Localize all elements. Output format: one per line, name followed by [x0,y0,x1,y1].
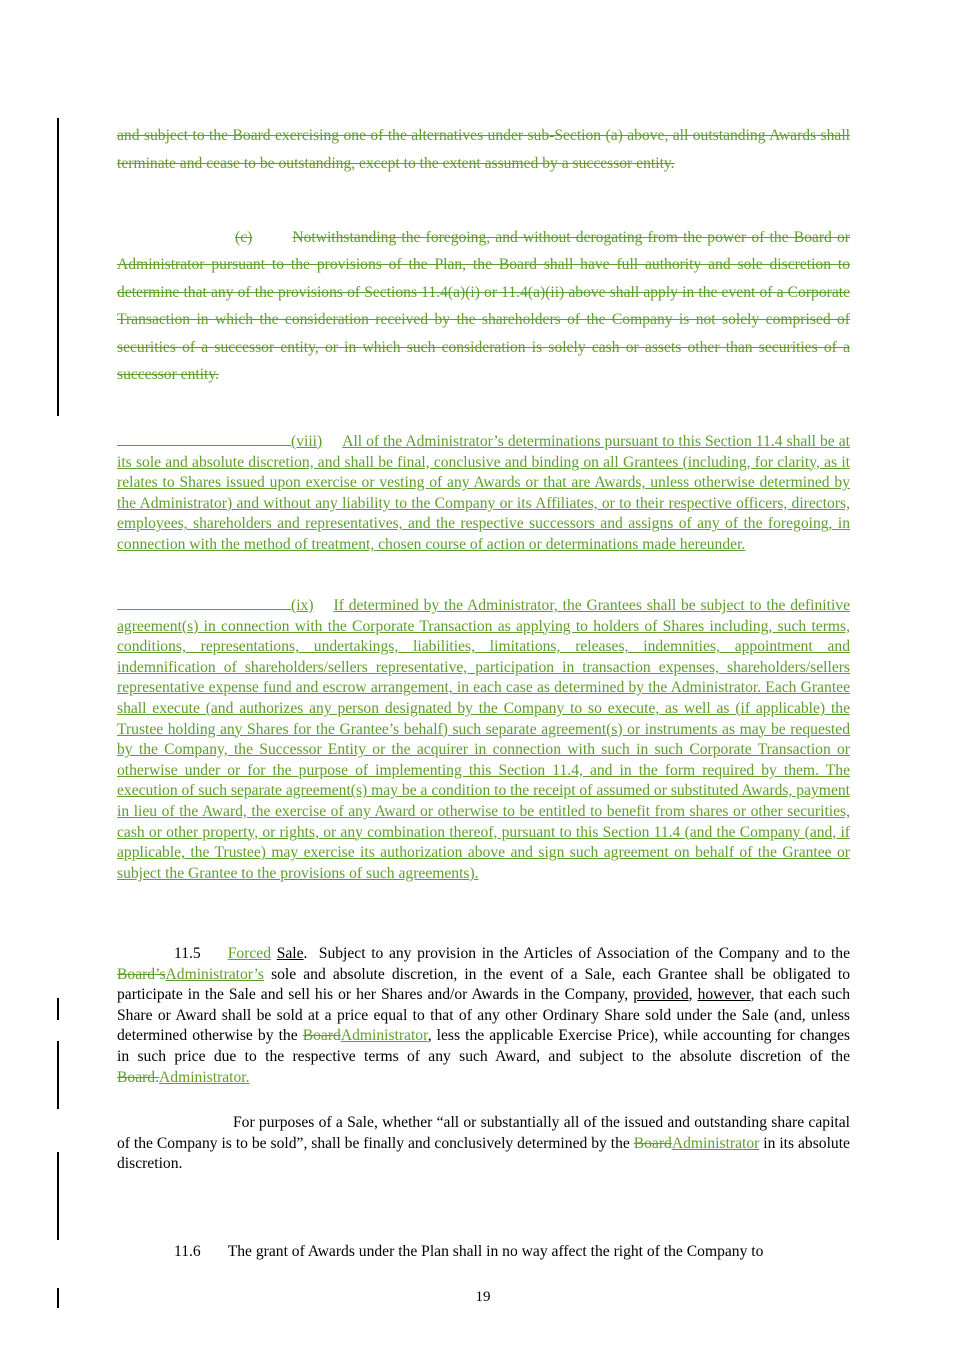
section-heading: Sale [276,945,304,962]
paragraph-deleted-c [117,224,850,388]
paragraph-deleted-tail [117,122,850,178]
change-bar [57,1152,59,1240]
inserted-text: Administrator’s [165,965,264,983]
inserted-text: Administrator [340,1027,428,1045]
deleted-text: Board. [117,1068,160,1086]
deleted-text [117,229,850,383]
inserted-text [117,597,850,882]
change-bar [57,1041,59,1109]
paragraph-label: (viii) [291,433,323,450]
inserted-text: Administrator [671,1134,760,1152]
section-number: 11.5 [174,945,201,962]
deleted-text: Board [633,1134,672,1152]
section-11-5: 11.5 Forced Sale. Subject to any provision in the Articles of Association of the Company and to the Board’sAdministrator’s sole and absolute discretion, in the event of a Sale, each Grantee shall be obligated to participate in the Sale and sell his or her Shares and/or Awards in the Company, provided, however, that each such Share or Award shall be sold at a price equal to that of any other Ordinary Share sold under the Sale (and, unless determined otherwise by the BoardAdministrator, less the applicable Exercise Price), while accounting for changes in such price due to the respective terms of any such Award, and subject to the absolute discretion of the Board.Administrator. [117,945,851,1086]
deleted-text: Board’s [117,965,166,983]
deleted-text: Board [302,1027,341,1045]
paragraph-label: (c) [235,229,253,246]
section-number: 11.6 [174,1243,201,1260]
inserted-text: Forced [227,945,272,962]
change-bar [57,118,59,416]
page-number: 19 [475,1289,491,1305]
deleted-text: and subject to the Board exercising one of the alternatives under sub-Section (a) above, all outstanding Awards shall terminate and cease to be outstanding, except to the extent assumed by a successor entity. [117,127,850,172]
paragraph-label: (ix) [291,597,314,614]
paragraph-sale-purposes: For purposes of a Sale, whether “all or substantially all of the issued and outstanding share capital of the Company is to be sold”, shall be finally and conclusively determined by the BoardAdministrator in its absolute discretion. [117,1114,850,1173]
paragraph-text: Notwithstanding the foregoing, and without derogating from the power of the Board or Administrator pursuant to the provisions of the Plan, the Board shall have full authority and sole discretion to determine that any of the provisions of Sections 11.4(a)(i) or 11.4(a)(ii) above shall apply in the event of a Corporate Transaction in which the consideration received by the shareholders of the Company is not solely comprised of securities of a successor entity, or in which such consideration is solely cash or assets other than securities of a successor entity. [117,229,850,384]
paragraph-text: If determined by the Administrator, the Grantees shall be subject to the definitive agreement(s) in connection with the Corporate Transaction as applying to holders of Shares including, such terms, conditions, representations, undertakings, liabilities, limitations, releases, indemnities, appointment and indemnification of shareholders/sellers representative, participation in transaction expenses, shareholders/sellers representative expense fund and escrow arrangement, in each case as determined by the Administrator. Each Grantee shall execute (and authorizes any person designated by the Company to so execute, as well as (if applicable) the Trustee holding any Shares for the Grantee’s behalf) such separate agreement(s) or instruments as may be requested by the Company, the Successor Entity or the acquirer in connection with such in such Corporate Transaction or otherwise under or for the purpose of implementing this Section 11.4, and in the form required by them. The execution of such separate agreement(s) may be a condition to the receipt of assumed or substituted Awards, payment in lieu of the Award, the exercise of any Award or otherwise to be entitled to benefit from shares or other securities, cash or other property, or rights, or any combination thereof, pursuant to this Section 11.4 (and the Company (and, if applicable, the Trustee) may exercise its authorization above and sign such agreement on behalf of the Grantee or subject the Grantee to the provisions of such agreements). [117,597,850,882]
paragraph-text: All of the Administrator’s determinations pursuant to this Section 11.4 shall be at its sole and absolute discretion, and shall be final, conclusive and binding on all Grantees (including, for clarity, as it relates to Shares issued upon exercise or vesting of any Awards or that are Awards, unless otherwise determined by the Administrator) and without any liability to the Company or its Affiliates, or to their respective officers, directors, employees, shareholders and representatives, and the respective successors and assigns of any of the foregoing, in connection with the method of treatment, chosen course of action or determinations made hereunder. [117,433,850,553]
change-bar [57,998,59,1020]
paragraph-inserted-ix [117,596,850,884]
paragraph-inserted-viii [117,432,850,556]
inserted-text [117,433,850,553]
inserted-text: Administrator. [159,1068,250,1086]
section-11-6: 11.6 The grant of Awards under the Plan shall in no way affect the right of the Company to [174,1243,764,1260]
